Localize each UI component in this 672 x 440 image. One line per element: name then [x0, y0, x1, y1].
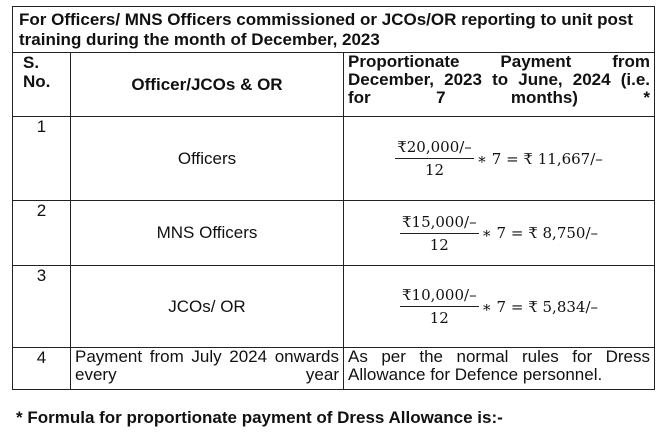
table-row [13, 348, 655, 390]
row-category: MNS Officers [71, 201, 344, 266]
row-formula [344, 117, 655, 201]
row-formula [344, 266, 655, 348]
table-row [13, 201, 655, 266]
formula-result: ∗ 7 = ₹ 5,834/– [481, 297, 598, 316]
fraction-numerator: ₹20,000/– [395, 138, 474, 159]
row-sno: 3 [13, 266, 71, 348]
fraction-denominator: 12 [429, 235, 449, 254]
allowance-table-container [12, 6, 654, 390]
header-sno: S. No. [13, 53, 71, 117]
table-row [13, 266, 655, 348]
row-sno: 1 [13, 117, 71, 201]
fraction-formula [348, 138, 650, 179]
row-category: Officers [71, 117, 344, 201]
table-caption: For Officers/ MNS Officers commissioned or JCOs/OR reporting to unit post training during the month of December, 2023 [13, 7, 655, 53]
fraction-formula [348, 286, 650, 327]
allowance-table [12, 6, 655, 390]
fraction-denominator: 12 [424, 161, 445, 179]
row-sno: 2 [13, 201, 71, 266]
fraction-denominator: 12 [429, 309, 449, 327]
row-formula [344, 201, 655, 266]
row-payment: As per the normal rules for Dress Allowance for Defence personnel. [344, 348, 655, 390]
footnote: * Formula for proportionate payment of Dress Allowance is:- [16, 408, 503, 427]
caption-row [13, 7, 655, 53]
fraction [400, 286, 479, 327]
row-sno: 4 [13, 348, 71, 390]
fraction [395, 138, 474, 179]
header-category: Officer/JCOs & OR [71, 53, 344, 117]
formula-result: ∗ 7 = ₹ 8,750/– [481, 224, 598, 242]
header-row [13, 53, 655, 117]
fraction-formula [348, 213, 650, 254]
table-row [13, 117, 655, 201]
row-category: JCOs/ OR [71, 266, 344, 348]
fraction-numerator: ₹10,000/– [400, 286, 479, 307]
fraction [400, 213, 479, 254]
fraction-numerator: ₹15,000/– [400, 213, 479, 234]
formula-result: ∗ 7 = ₹ 11,667/– [476, 149, 603, 168]
row-category: Payment from July 2024 onwards every year [71, 348, 344, 390]
header-payment: Proportionate Payment from December, 2023 to June, 2024 (i.e. for 7 months) * [344, 53, 655, 117]
